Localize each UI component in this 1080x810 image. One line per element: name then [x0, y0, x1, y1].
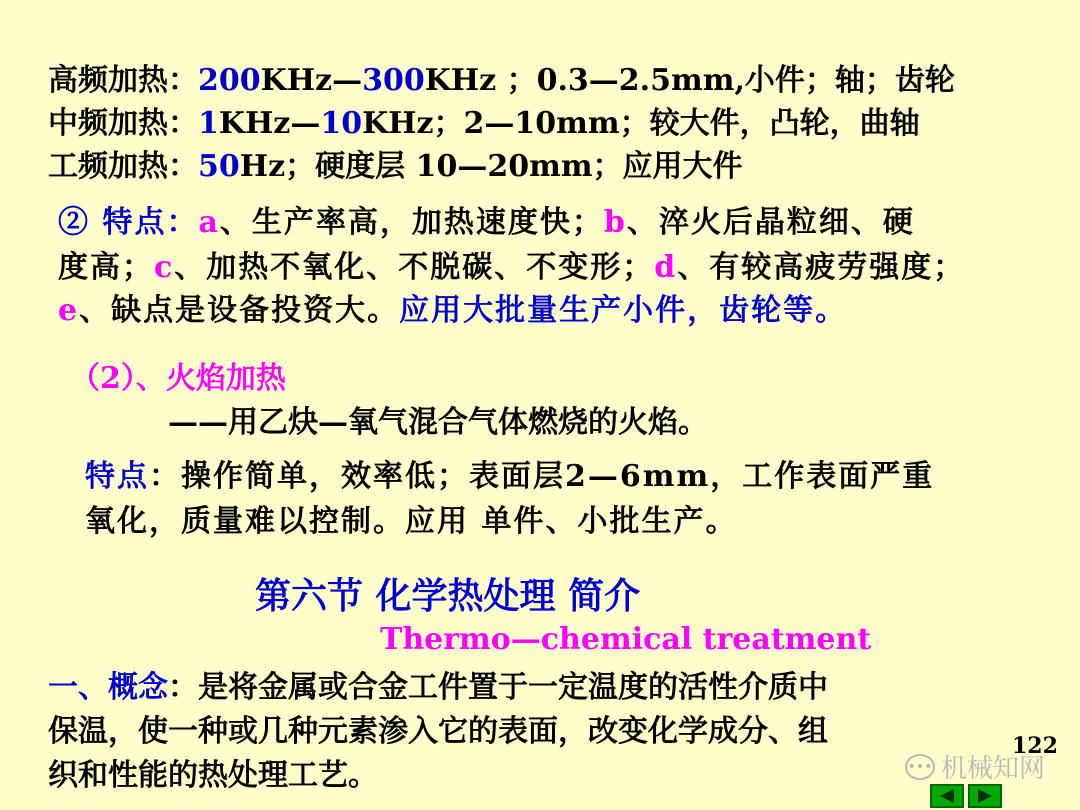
flame-features-heading: 特点 — [85, 459, 149, 494]
feature-text-e: 、缺点是设备投资大。 — [79, 293, 400, 328]
feature-text-a: 、生产率高，加热速度快； — [219, 205, 604, 240]
hf-unit-low: KHz— — [260, 63, 363, 98]
watermark-text: 机械知网 — [941, 754, 1046, 784]
pf-label: 工频加热： — [48, 149, 198, 184]
hf-value-high: 300 — [362, 63, 425, 98]
feature-text-c: 、加热不氧化、不脱碳、不变形； — [174, 250, 655, 285]
feature-text-d: 、有较高疲劳强度； — [677, 250, 966, 285]
features-line-1 — [58, 197, 915, 241]
flame-heating-heading: （2）、火焰加热 — [70, 361, 286, 396]
feature-key-a: a — [198, 205, 220, 240]
high-frequency-line — [48, 55, 955, 99]
feature-application: 应用大批量生产小件，齿轮等。 — [399, 293, 848, 328]
wechat-icon: ••• — [905, 754, 935, 780]
concept-text-1: ：是将金属或合金工件置于一定温度的活性介质中 — [168, 670, 828, 705]
concept-line-3: 织和性能的热处理工艺。 — [48, 758, 378, 793]
concept-line-2: 保温，使一种或几种元素渗入它的表面，改变化学成分、组 — [48, 714, 828, 749]
concept-line-1 — [48, 662, 828, 706]
hf-rest: KHz ；0.3—2.5mm,小件；轴；齿轮 — [424, 63, 955, 98]
watermark — [905, 748, 1045, 785]
section-title: 第六节 化学热处理 简介 — [255, 575, 641, 617]
flame-features-line-2: 氧化，质量难以控制。应用 单件、小批生产。 — [85, 504, 738, 539]
features-line-2 — [58, 242, 965, 286]
feature-key-c: c — [154, 250, 175, 285]
page-number: 122 — [1012, 733, 1058, 759]
flame-features-line-1 — [85, 451, 934, 495]
feature-key-e: e — [58, 293, 80, 328]
hf-label: 高频加热： — [48, 63, 198, 98]
left-arrow-icon — [932, 786, 962, 806]
section-subtitle: Thermo—chemical treatment — [380, 622, 872, 657]
flame-features-text-1: ：操作简单，效率低；表面层2—6mm，工作表面严重 — [149, 459, 935, 494]
mf-value-low: 1 — [198, 106, 219, 141]
feature-key-b: b — [603, 205, 627, 240]
pf-value: 50 — [198, 149, 240, 184]
feature-key-d: d — [654, 250, 678, 285]
previous-slide-button[interactable] — [930, 784, 964, 808]
mf-unit-low: KHz— — [218, 106, 321, 141]
mf-label: 中频加热： — [48, 106, 198, 141]
medium-frequency-line — [48, 98, 920, 142]
feature-text-b: 、淬火后晶粒细、硬 — [626, 205, 915, 240]
features-heading: ② 特点： — [58, 205, 199, 240]
flame-heating-description: ——用乙炔—氧气混合气体燃烧的火焰。 — [168, 405, 708, 440]
right-arrow-icon — [970, 786, 1000, 806]
feature-text-b-cont: 度高； — [58, 250, 154, 285]
power-frequency-line — [48, 141, 743, 185]
mf-rest: KHz；2—10mm；较大件，凸轮，曲轴 — [362, 106, 920, 141]
pf-rest: Hz；硬度层 10—20mm；应用大件 — [239, 149, 743, 184]
concept-heading: 一、概念 — [48, 670, 168, 705]
next-slide-button[interactable] — [968, 784, 1002, 808]
features-line-3 — [58, 285, 847, 329]
mf-value-high: 10 — [320, 106, 363, 141]
hf-value-low: 200 — [198, 63, 261, 98]
